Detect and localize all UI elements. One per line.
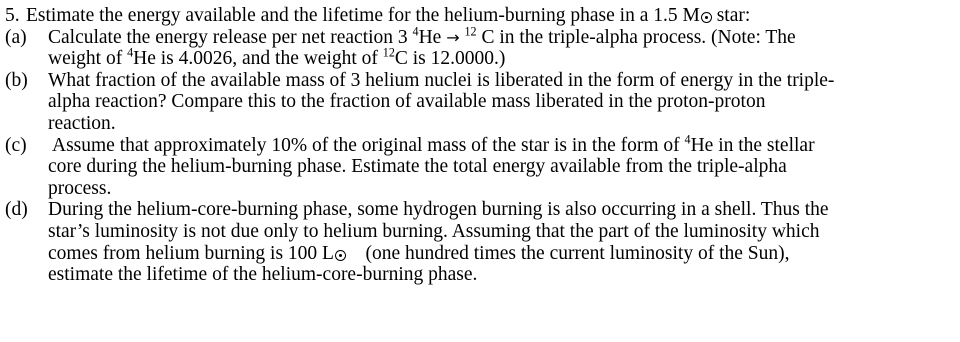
part-c-text: core during the helium-burning phase. Estimate the total energy available from the triple-alpha (48, 156, 787, 178)
problem-number: 5. (5, 5, 20, 26)
right-arrow-icon: → (446, 27, 460, 47)
part-b-line-1 (5, 70, 955, 92)
part-d-line-2 (5, 221, 955, 243)
intro-text: Estimate the energy available and the lifetime for the helium-burning phase in a 1.5 M (26, 5, 700, 26)
part-c-line-1 (5, 132, 955, 157)
part-c-line-3 (5, 178, 955, 200)
part-b-line-3 (5, 113, 955, 135)
intro-text-end: star: (716, 5, 751, 26)
part-a-label: (a) (5, 26, 27, 48)
part-a-line-1 (5, 24, 955, 49)
part-c-text: He in the stellar (690, 134, 815, 156)
mass-number: 4 (684, 132, 691, 147)
part-c-label: (c) (5, 134, 27, 156)
mass-number: 4 (127, 45, 134, 60)
part-c-text: Assume that approximately 10% of the original mass of the star is in the form of (52, 134, 680, 156)
part-a-text: C in the triple-alpha process. (Note: The (481, 26, 796, 48)
part-a-text: He is 4.0026, and the weight of (133, 48, 378, 70)
part-d-text: comes from helium burning is 100 L (48, 242, 334, 264)
part-b-label: (b) (5, 69, 28, 91)
part-d-line-4 (5, 264, 955, 286)
part-a-text: Calculate the energy release per net reaction 3 (48, 26, 408, 48)
part-d-line-1 (5, 199, 955, 221)
part-d-text: estimate the lifetime of the helium-core-burning phase. (48, 264, 478, 286)
part-d-text: (one hundred times the current luminosity of the Sun), (365, 242, 790, 264)
part-d-text: During the helium-core-burning phase, some hydrogen burning is also occurring in a shell. Thus the (48, 199, 829, 221)
part-d-label: (d) (5, 199, 28, 221)
part-a-text: C is 12.0000.) (394, 48, 506, 70)
solar-symbol-icon (335, 250, 346, 261)
problem-intro (5, 5, 955, 27)
mass-number: 4 (412, 24, 419, 39)
part-c-text: process. (48, 177, 112, 199)
problem-text (5, 5, 955, 286)
element-symbol: He (418, 26, 442, 48)
part-b-text: What fraction of the available mass of 3 helium nuclei is liberated in the form of energy in the triple- (48, 69, 835, 91)
part-b-text: reaction. (48, 112, 116, 134)
part-b-line-2 (5, 91, 955, 113)
part-b-text: alpha reaction? Compare this to the fraction of available mass liberated in the proton-proton (48, 91, 766, 113)
solar-symbol-icon (701, 12, 712, 23)
part-c-line-2 (5, 156, 955, 178)
part-d-line-3 (5, 243, 955, 265)
part-a-line-2 (5, 45, 955, 70)
part-d-text: star’s luminosity is not due only to helium burning. Assuming that the part of the luminosity which (48, 220, 820, 242)
mass-number: 12 (382, 45, 395, 60)
mass-number: 12 (464, 24, 477, 39)
part-a-text: weight of (48, 48, 123, 70)
